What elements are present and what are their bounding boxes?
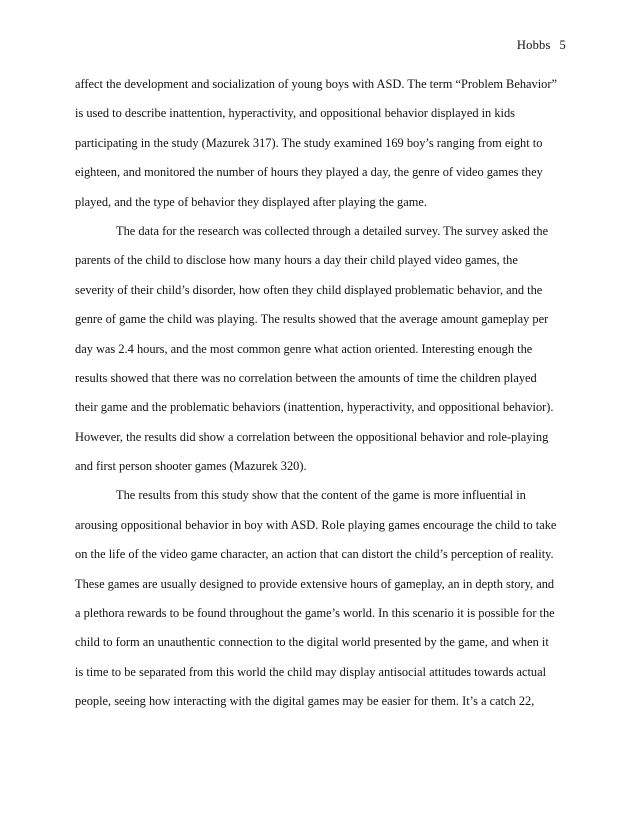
text-line: a plethora rewards to be found throughout the game’s world. In this scenario it is possible for the	[75, 606, 555, 621]
page-number: 5	[559, 38, 566, 52]
text-line: severity of their child’s disorder, how often they child displayed problematic behavior, and the	[75, 282, 543, 297]
text-line: parents of the child to disclose how many hours a day their child played video games, the	[75, 253, 518, 268]
text-line: on the life of the video game character, an action that can distort the child’s perception of reality.	[75, 547, 554, 562]
text-line: day was 2.4 hours, and the most common genre what action oriented. Interesting enough the	[75, 341, 533, 356]
paragraph-first-line: The results from this study show that the content of the game is more influential in	[116, 488, 526, 503]
running-head-author: Hobbs	[516, 38, 551, 52]
text-line: arousing oppositional behavior in boy with ASD. Role playing games encourage the child to take	[75, 517, 557, 532]
text-line: genre of game the child was playing. The results showed that the average amount gameplay per	[75, 312, 549, 327]
text-line: child to form an unauthentic connection to the digital world presented by the game, and when it	[75, 635, 549, 650]
body-text	[75, 70, 575, 717]
text-line: is time to be separated from this world the child may display antisocial attitudes towards actual	[75, 664, 547, 679]
text-line: people, seeing how interacting with the digital games may be easier for them. It’s a catch 22,	[75, 694, 535, 709]
running-head	[517, 38, 566, 53]
text-line: These games are usually designed to provide extensive hours of gameplay, an in depth story, and	[75, 576, 555, 591]
text-line: played, and the type of behavior they displayed after playing the game.	[75, 194, 427, 209]
paragraph-first-line: The data for the research was collected through a detailed survey. The survey asked the	[116, 223, 549, 238]
text-line: results showed that there was no correlation between the amounts of time the children played	[75, 370, 537, 385]
text-line: eighteen, and monitored the number of hours they played a day, the genre of video games they	[75, 165, 543, 180]
text-line: and first person shooter games (Mazurek 320).	[75, 459, 307, 474]
text-line: participating in the study (Mazurek 317). The study examined 169 boy’s ranging from eight to	[75, 135, 543, 150]
text-line: is used to describe inattention, hyperactivity, and oppositional behavior displayed in kids	[75, 106, 516, 121]
text-line: However, the results did show a correlation between the oppositional behavior and role-playing	[75, 429, 549, 444]
text-line: affect the development and socialization of young boys with ASD. The term “Problem Behavior”	[75, 77, 557, 91]
text-line: their game and the problematic behaviors (inattention, hyperactivity, and oppositional behavior).	[75, 400, 554, 415]
